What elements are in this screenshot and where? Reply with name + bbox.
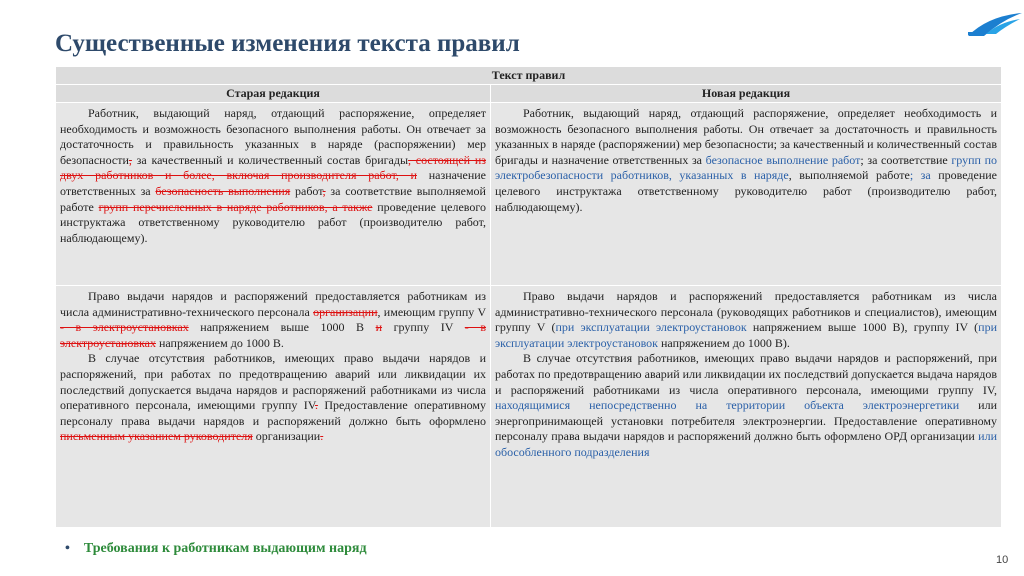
row2-new-text: Право выдачи нарядов и распоряжений предоставляется работникам из числа административно-технического персонала (руководящих работников и специалистов), имеющим группу V (при эксплуатации электроустановок напряжением выше 1000 В), группу IV (при эксплуатации электроустановок напряжением до 1000 В). В случае отсутствия работников, имеющих право выдачи нарядов и распоряжений, при работах по предотвращению аварий или ликвидации их последствий допускается выдача нарядов и распоряжений работниками из числа оперативного персонала, имеющими группу IV, находящимися непосредственно на территории объекта электроэнергетики или энергопринимающей установки потребителя электроэнергии. Предоставление оперативному персоналу права выдачи нарядов и распоряжений должно быть оформлено ОРД организации или обособленного подразделения [491,286,1002,528]
row1-new-text: Работник, выдающий наряд, отдающий распоряжение, определяет необходимость и возможность безопасного выполнения работы. Он отвечает за достаточность и правильность указанных в наряде (распоряжении) мер безопасности; за качественный и количественный состав бригады и назначение ответственных за безопасное выполнение работ; за соответствие групп по электробезопасности работников, указанных в наряде, выполняемой работе; за проведение целевого инструктажа ответственному руководителю работ (производителю работ, наблюдающему). [491,103,1002,286]
rules-comparison-table [55,66,1002,528]
row2-old-text: Право выдачи нарядов и распоряжений предоставляется работникам из числа административно-технического персонала организации, имеющим группу V - в электроустановках напряжением выше 1000 В и группу IV - в электроустановках напряжением до 1000 В. В случае отсутствия работников, имеющих право выдачи нарядов и распоряжений, при работах по предотвращению аварий или ликвидации их последствий допускается выдача нарядов и распоряжений работниками из числа оперативного персонала, имеющими группу IV. Предоставление оперативному персоналу права выдачи нарядов и распоряжений должно быть оформлено письменным указанием руководителя организации. [56,286,491,528]
company-logo-icon [962,10,1024,38]
column-header-new: Новая редакция [491,85,1002,103]
table-header: Текст правил [56,67,1002,85]
column-header-old: Старая редакция [56,85,491,103]
page-number: 10 [996,554,1009,566]
bullet-text: Требования к работникам выдающим наряд [83,541,367,556]
page-title: Существенные изменения текста правил [55,30,520,57]
bullet-dot-icon: • [65,541,70,556]
bullet-item [65,541,367,557]
row1-old-text: Работник, выдающий наряд, отдающий распоряжение, определяет необходимость и возможность безопасного выполнения работы. Он отвечает за достаточность и правильность указанных в наряде (распоряжении) мер безопасности, за качественный и количественный состав бригады, состоящей из двух работников и более, включая производителя работ, и назначение ответственных за безопасность выполнения работ, за соответствие выполняемой работе групп перечисленных в наряде работников, а также проведение целевого инструктажа ответственному руководителю работ (производителю работ, наблюдающему). [56,103,491,286]
